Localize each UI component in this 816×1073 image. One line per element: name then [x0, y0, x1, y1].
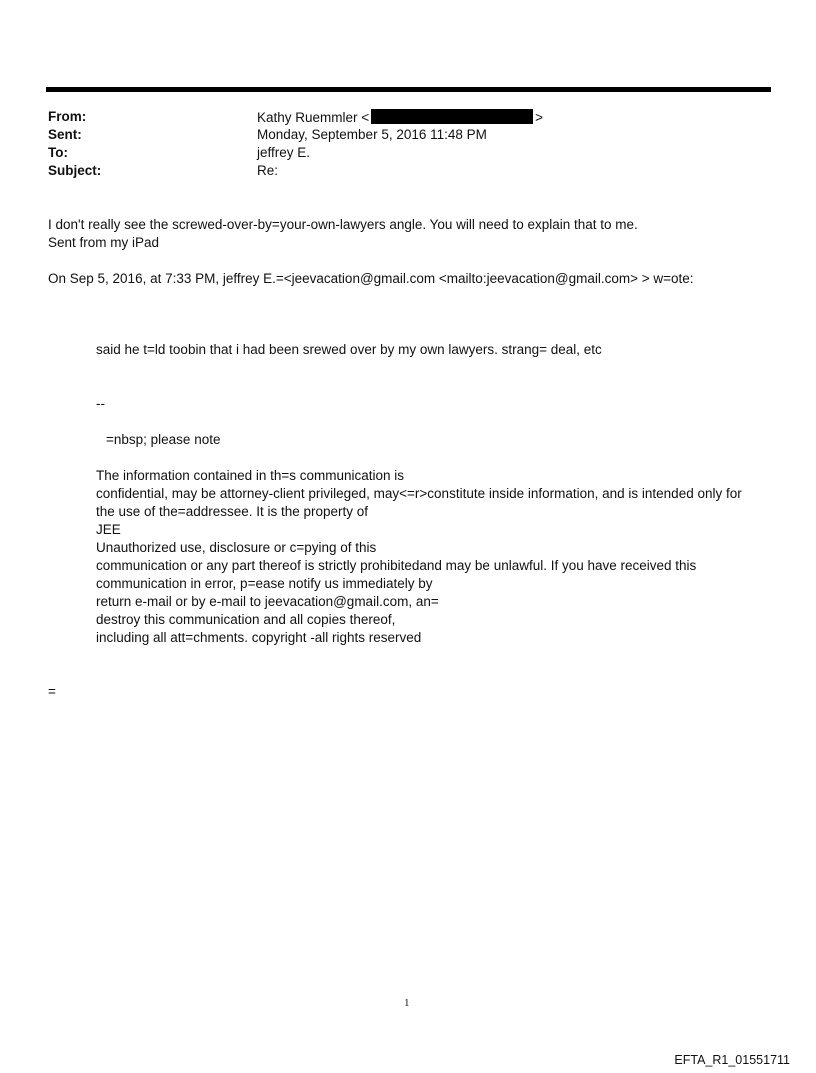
- to-value: jeffrey E.: [257, 145, 311, 160]
- header-rule: [46, 87, 771, 92]
- trailing-equals: =: [48, 684, 56, 699]
- disclaimer-line: return e-mail or by e-mail to jeevacation@gmail.com, an=: [96, 594, 439, 609]
- body-line-1: I don't really see the screwed-over-by=your-own-lawyers angle. You will need to explain that to me.: [48, 217, 638, 232]
- to-label: To:: [48, 145, 68, 160]
- from-value: [257, 109, 543, 125]
- disclaimer-line: JEE: [96, 522, 121, 537]
- disclaimer-line: confidential, may be attorney-client privileged, may<=r>constitute inside information, and is intended only for: [96, 486, 742, 501]
- disclaimer-line: destroy this communication and all copies thereof,: [96, 612, 396, 627]
- page-number: 1: [404, 997, 410, 1009]
- redaction-box: [371, 109, 533, 124]
- disclaimer-line: The information contained in th=s communication is: [96, 468, 405, 483]
- subject-value: Re:: [257, 163, 279, 178]
- nbsp-line: =nbsp; please note: [106, 432, 221, 447]
- signature-dash: --: [96, 396, 105, 411]
- disclaimer-line: Unauthorized use, disclosure or c=pying of this: [96, 540, 377, 555]
- subject-label: Subject:: [48, 163, 102, 178]
- from-label: From:: [48, 109, 87, 124]
- disclaimer-line: communication or any part thereof is strictly prohibitedand may be unlawful. If you have received this: [96, 558, 697, 573]
- quoted-line: said he t=ld toobin that i had been srewed over by my own lawyers. strang= deal, etc: [96, 342, 602, 357]
- document-id: EFTA_R1_01551711: [674, 1053, 790, 1067]
- disclaimer-line: including all att=chments. copyright -all rights reserved: [96, 630, 422, 645]
- from-close: >: [535, 110, 544, 125]
- body-line-2: Sent from my iPad: [48, 235, 160, 250]
- disclaimer-line: the use of the=addressee. It is the property of: [96, 504, 369, 519]
- sent-value: Monday, September 5, 2016 11:48 PM: [257, 127, 487, 142]
- quote-intro: On Sep 5, 2016, at 7:33 PM, jeffrey E.=<jeevacation@gmail.com <mailto:jeevacation@gmail.com> > w=ote:: [48, 271, 694, 286]
- from-name: Kathy Ruemmler <: [257, 110, 370, 125]
- sent-label: Sent:: [48, 127, 82, 142]
- disclaimer-line: communication in error, p=ease notify us immediately by: [96, 576, 433, 591]
